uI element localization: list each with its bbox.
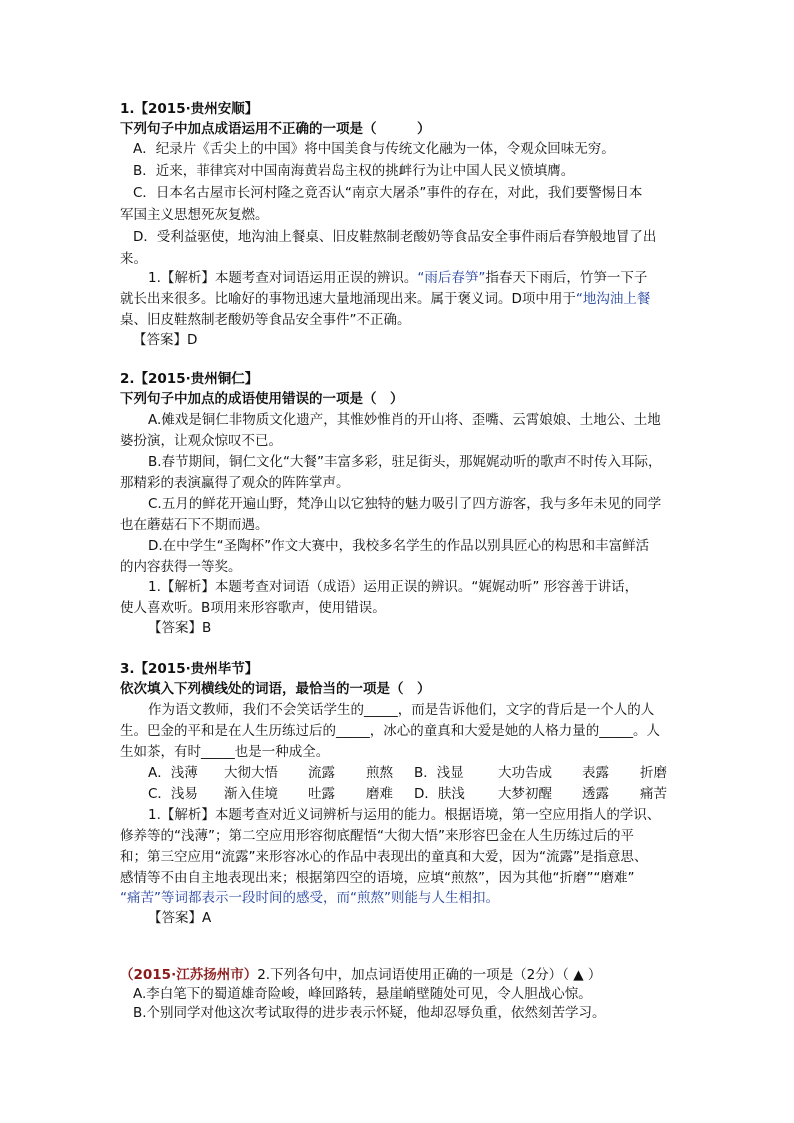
q3-answer: 【答案】A bbox=[148, 910, 212, 926]
q1-option-d: D．受利益驱使，地沟油上餐桌、旧皮鞋熬制老酸奶等食品安全事件雨后春笋般地冒了出 bbox=[133, 229, 657, 245]
q1-exp-a: 1.【解析】本题考查对词语运用正误的辨识。 bbox=[148, 270, 418, 286]
q3-choice-a-w3: 流露 bbox=[308, 765, 335, 781]
q4-option-b: B.个别同学对他这次考试取得的进步表示怀疑，他却忍辱负重，依然刻苦学习。 bbox=[133, 1005, 606, 1021]
q4-option-a: A.李白笔下的蜀道雄奇险峻，峰回路转，悬崖峭壁随处可见，令人胆战心惊。 bbox=[133, 986, 592, 1002]
q1-option-b: B．近来，菲律宾对中国南海黄岩岛主权的挑衅行为让中国人民义愤填膺。 bbox=[133, 163, 575, 179]
q2-option-c-cont: 也在蘑菇石下不期而遇。 bbox=[120, 517, 269, 533]
q3-choice-c-w2: 渐入佳境 bbox=[224, 786, 278, 802]
q1-answer: 【答案】D bbox=[133, 332, 198, 348]
q3-stem: 依次填入下列横线处的词语，最恰当的一项是（ ） bbox=[120, 681, 431, 697]
q2-option-a: A.傩戏是铜仁非物质文化遗产，其惟妙惟肖的开山将、歪嘴、云霄娘娘、土地公、土地 bbox=[148, 412, 661, 428]
q3-choice-b-w4: 折磨 bbox=[640, 765, 667, 781]
q2-heading: 2.【2015·贵州铜仁】 bbox=[120, 371, 259, 387]
q3-choices-row2 bbox=[0, 784, 794, 804]
q3-choice-c-w4: 磨难 bbox=[366, 786, 393, 802]
q2-answer: 【答案】B bbox=[148, 620, 212, 636]
q1-option-a: A．纪录片《舌尖上的中国》将中国美食与传统文化融为一体，令观众回味无穷。 bbox=[133, 141, 615, 157]
q3-choice-a-w4: 煎熬 bbox=[366, 765, 393, 781]
q3-choice-d-w4: 痛苦 bbox=[640, 786, 667, 802]
q3-explanation-line2: 修养等的“浅薄”；第二空应用形容彻底醒悟“大彻大悟”来形容巴金在人生历练过后的平 bbox=[120, 828, 634, 844]
q3-choice-c-w3: 吐露 bbox=[308, 786, 335, 802]
q1-stem: 下列句子中加点成语运用不正确的一项是（ ） bbox=[120, 121, 431, 137]
q3-choice-c: C．浅易 bbox=[148, 786, 198, 802]
q1-exp-l2: 就长出来很多。比喻好的事物迅速大量地涌现出来。属于褒义词。D项中用于 bbox=[120, 291, 576, 307]
q3-choice-d-w3: 透露 bbox=[582, 786, 609, 802]
q2-option-b-cont: 那精彩的表演赢得了观众的阵阵掌声。 bbox=[120, 475, 350, 491]
q1-option-c-cont: 军国主义思想死灰复燃。 bbox=[120, 207, 269, 223]
q3-choice-a: A．浅薄 bbox=[148, 765, 198, 781]
q1-exp-c: 指春天下雨后，竹笋一下子 bbox=[485, 270, 648, 286]
q3-passage-line3: 生如茶，有时_____也是一种成全。 bbox=[120, 744, 330, 760]
q2-option-c: C.五月的鲜花开遍山野，梵净山以它独特的魅力吸引了四方游客，我与多年未见的同学 bbox=[148, 496, 662, 512]
q1-option-c: C．日本名古屋市长河村隆之竟否认“南京大屠杀”事件的存在，对此，我们要警惕日本 bbox=[133, 185, 643, 201]
q3-choice-d: D．肤浅 bbox=[414, 786, 465, 802]
q1-explanation-line3: 桌、旧皮鞋熬制老酸奶等食品安全事件”不正确。 bbox=[120, 312, 411, 328]
q3-choice-d-w2: 大梦初醒 bbox=[498, 786, 552, 802]
q3-choices-row1 bbox=[0, 763, 794, 783]
q3-explanation-line4: 感情等不由自主地表现出来；根据第四空的语境，应填“煎熬”，因为其他“折磨”“磨难” bbox=[120, 870, 635, 886]
q3-passage-line1: 作为语文教师，我们不会笑话学生的_____，而是告诉他们，文字的背后是一个人的人 bbox=[148, 702, 655, 718]
q3-choice-a-w2: 大彻大悟 bbox=[224, 765, 278, 781]
q3-choice-b-w3: 表露 bbox=[582, 765, 609, 781]
q2-stem: 下列句子中加点的成语使用错误的一项是（ ） bbox=[120, 391, 404, 407]
q3-choice-b: B．浅显 bbox=[414, 765, 464, 781]
q2-option-b: B.春节期间，铜仁文化“大餐”丰富多彩，驻足街头，那娓娓动听的歌声不时传入耳际， bbox=[148, 454, 662, 470]
q3-explanation-line1: 1.【解析】本题考查对近义词辨析与运用的能力。根据语境，第一空应用指人的学识、 bbox=[148, 807, 661, 823]
q3-explanation-line5: “痛苦”等词都表示一段时间的感受，而“煎熬”则能与人生相扣。 bbox=[120, 890, 499, 906]
q2-option-d: D.在中学生“圣陶杯”作文大赛中，我校多名学生的作品以别具匠心的构思和丰富鲜活 bbox=[148, 538, 650, 554]
q2-explanation-line2: 使人喜欢听。B项用来形容歌声，使用错误。 bbox=[120, 600, 386, 616]
q1-heading: 1.【2015·贵州安顺】 bbox=[120, 101, 259, 117]
q2-explanation-line1: 1.【解析】本题考查对词语（成语）运用正误的辨识。“娓娓动听” 形容善于讲话， bbox=[148, 579, 639, 595]
q2-option-d-cont: 的内容获得一等奖。 bbox=[120, 559, 242, 575]
q1-explanation-line1 bbox=[148, 268, 647, 288]
q3-passage-line2: 生。巴金的平和是在人生历练过后的_____，冰心的童真和大爱是她的人格力量的_____。人 bbox=[120, 723, 660, 739]
q3-explanation-line3: 和；第三空应用“流露”来形容冰心的作品中表现出的童真和大爱，因为“流露”是指意思、 bbox=[120, 849, 648, 865]
q4-stem: 2.下列各句中，加点词语使用正确的一项是（2分）（ ▲ ） bbox=[257, 967, 602, 983]
q3-heading: 3.【2015·贵州毕节】 bbox=[120, 661, 259, 677]
q1-exp-quote: “雨后春笋” bbox=[417, 270, 486, 286]
q3-choice-b-w2: 大功告成 bbox=[498, 765, 552, 781]
q1-exp-quote2: “地沟油上餐 bbox=[575, 291, 651, 307]
q1-option-d-cont: 来。 bbox=[120, 251, 147, 267]
q4-source: （2015·江苏扬州市） bbox=[120, 967, 258, 983]
q1-explanation-line2 bbox=[120, 289, 650, 309]
q2-option-a-cont: 婆扮演，让观众惊叹不已。 bbox=[120, 433, 282, 449]
q4-heading bbox=[120, 965, 601, 985]
